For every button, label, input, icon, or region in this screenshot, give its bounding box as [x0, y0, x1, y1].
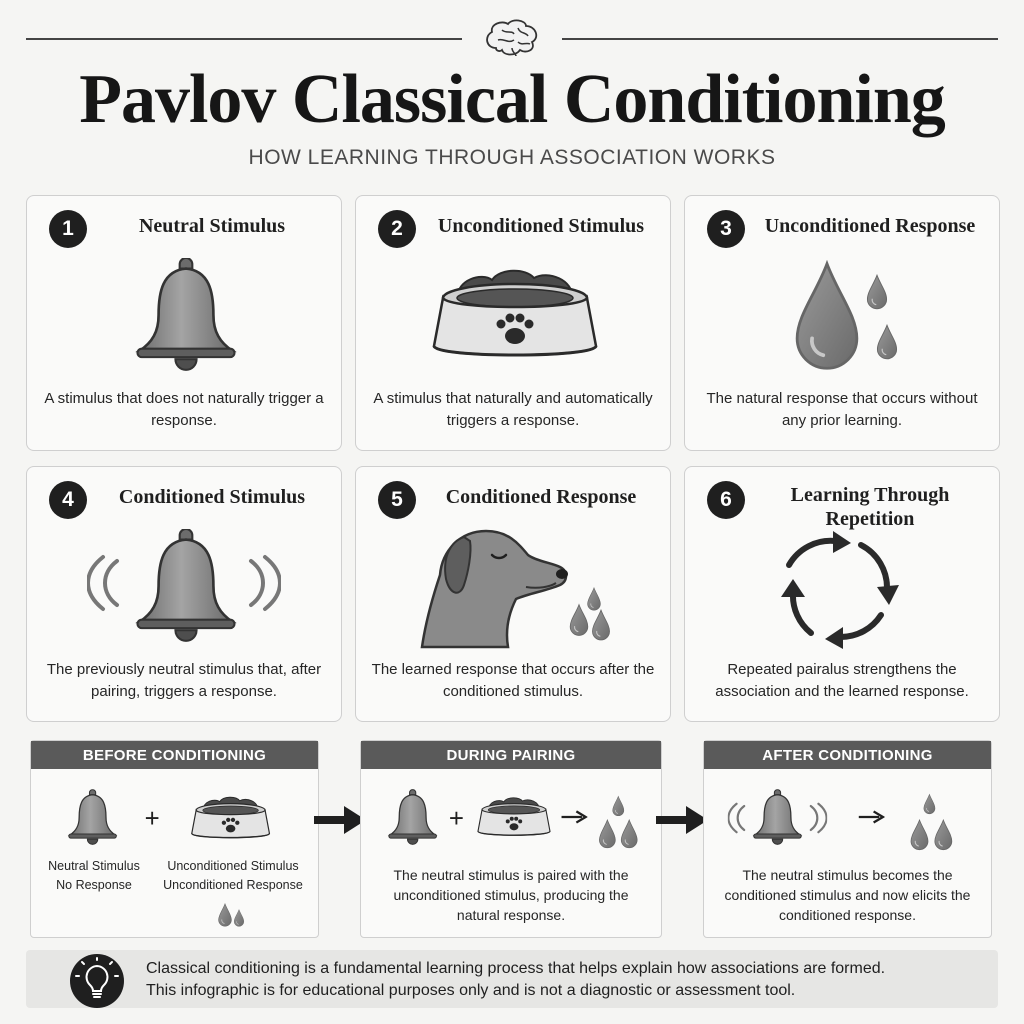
card-neutral-stimulus — [26, 195, 342, 451]
card-unconditioned-response — [684, 195, 1000, 451]
page-subtitle: HOW LEARNING THROUGH ASSOCIATION WORKS — [248, 146, 776, 169]
lightbulb-icon — [70, 954, 124, 1008]
top-rule-left — [26, 38, 462, 40]
card-title: Unconditioned Stimulus — [437, 215, 645, 237]
card-description: A stimulus that does not naturally trigger a response. — [44, 390, 324, 429]
saliva-drops-icon — [685, 252, 1001, 382]
after-icons — [704, 771, 991, 861]
before-left-labels — [35, 857, 153, 895]
card-title: Unconditioned Response — [764, 215, 976, 237]
ringing-bell-icon — [27, 523, 343, 653]
card-conditioned-response — [355, 466, 671, 722]
page-title: Pavlov Classical Conditioning — [79, 61, 945, 138]
saliva-drops-icon — [215, 897, 251, 927]
cycle-arrows-icon — [685, 523, 1001, 653]
panel-description: The neutral stimulus is paired with the unconditioned stimulus, producing the natural response. — [393, 867, 629, 923]
top-rule-right — [562, 38, 998, 40]
food-bowl-icon — [192, 797, 270, 837]
card-title: Neutral Stimulus — [138, 215, 286, 237]
plus-sign: + — [144, 804, 160, 833]
panel-header: AFTER CONDITIONING — [704, 741, 991, 769]
step-number: 3 — [707, 210, 745, 248]
card-title: Conditioned Response — [445, 486, 637, 508]
salivating-dog-icon — [356, 523, 672, 653]
small-arrow-icon — [562, 811, 586, 822]
panel-header: BEFORE CONDITIONING — [31, 741, 318, 769]
step-number: 5 — [378, 481, 416, 519]
panel-header: DURING PAIRING — [361, 741, 661, 769]
bell-icon — [27, 252, 343, 382]
card-description: A stimulus that naturally and automatically triggers a response. — [373, 390, 653, 429]
small-arrow-icon — [859, 811, 883, 822]
panel-during-pairing — [360, 740, 662, 938]
step-number: 4 — [49, 481, 87, 519]
before-right-labels — [159, 857, 307, 895]
panel-after-conditioning — [703, 740, 992, 938]
step-number: 6 — [707, 481, 745, 519]
footer-line-1: Classical conditioning is a fundamental learning process that helps explain how associations are formed. — [146, 960, 886, 977]
footer-note — [26, 950, 998, 1008]
footer-line-2: This infographic is for educational purposes only and is not a diagnostic or assessment tool. — [146, 982, 796, 999]
brain-icon — [482, 18, 542, 58]
card-title: Learning Through Repetition — [790, 484, 950, 530]
card-title: Conditioned Stimulus — [118, 486, 306, 508]
card-description: Repeated pairalus strengthens the association and the learned response. — [715, 661, 969, 700]
no-response-label: No Response — [56, 878, 132, 892]
card-unconditioned-stimulus — [355, 195, 671, 451]
arrow-right-icon — [654, 802, 710, 838]
unconditioned-stimulus-label: Unconditioned Stimulus — [167, 859, 299, 873]
step-number: 1 — [49, 210, 87, 248]
during-icons — [361, 771, 661, 861]
plus-sign: + — [448, 804, 464, 833]
card-description: The learned response that occurs after the conditioned stimulus. — [371, 661, 655, 700]
panel-before-conditioning — [30, 740, 319, 938]
card-description: The natural response that occurs without any prior learning. — [706, 390, 978, 429]
card-description: The previously neutral stimulus that, after pairing, triggers a response. — [46, 661, 322, 700]
unconditioned-response-label: Unconditioned Response — [163, 878, 303, 892]
panel-description: The neutral stimulus becomes the conditioned stimulus and now elicits the conditioned response. — [724, 867, 971, 923]
food-bowl-icon — [478, 798, 550, 835]
ringing-bell-icon — [754, 790, 802, 845]
card-conditioned-stimulus — [26, 466, 342, 722]
neutral-stimulus-label: Neutral Stimulus — [48, 859, 140, 873]
bell-icon — [389, 790, 437, 845]
before-icons — [31, 771, 318, 861]
footer-text — [146, 958, 885, 1002]
food-bowl-icon — [356, 252, 672, 382]
bell-icon — [69, 790, 117, 845]
step-number: 2 — [378, 210, 416, 248]
card-learning-repetition — [684, 466, 1000, 722]
